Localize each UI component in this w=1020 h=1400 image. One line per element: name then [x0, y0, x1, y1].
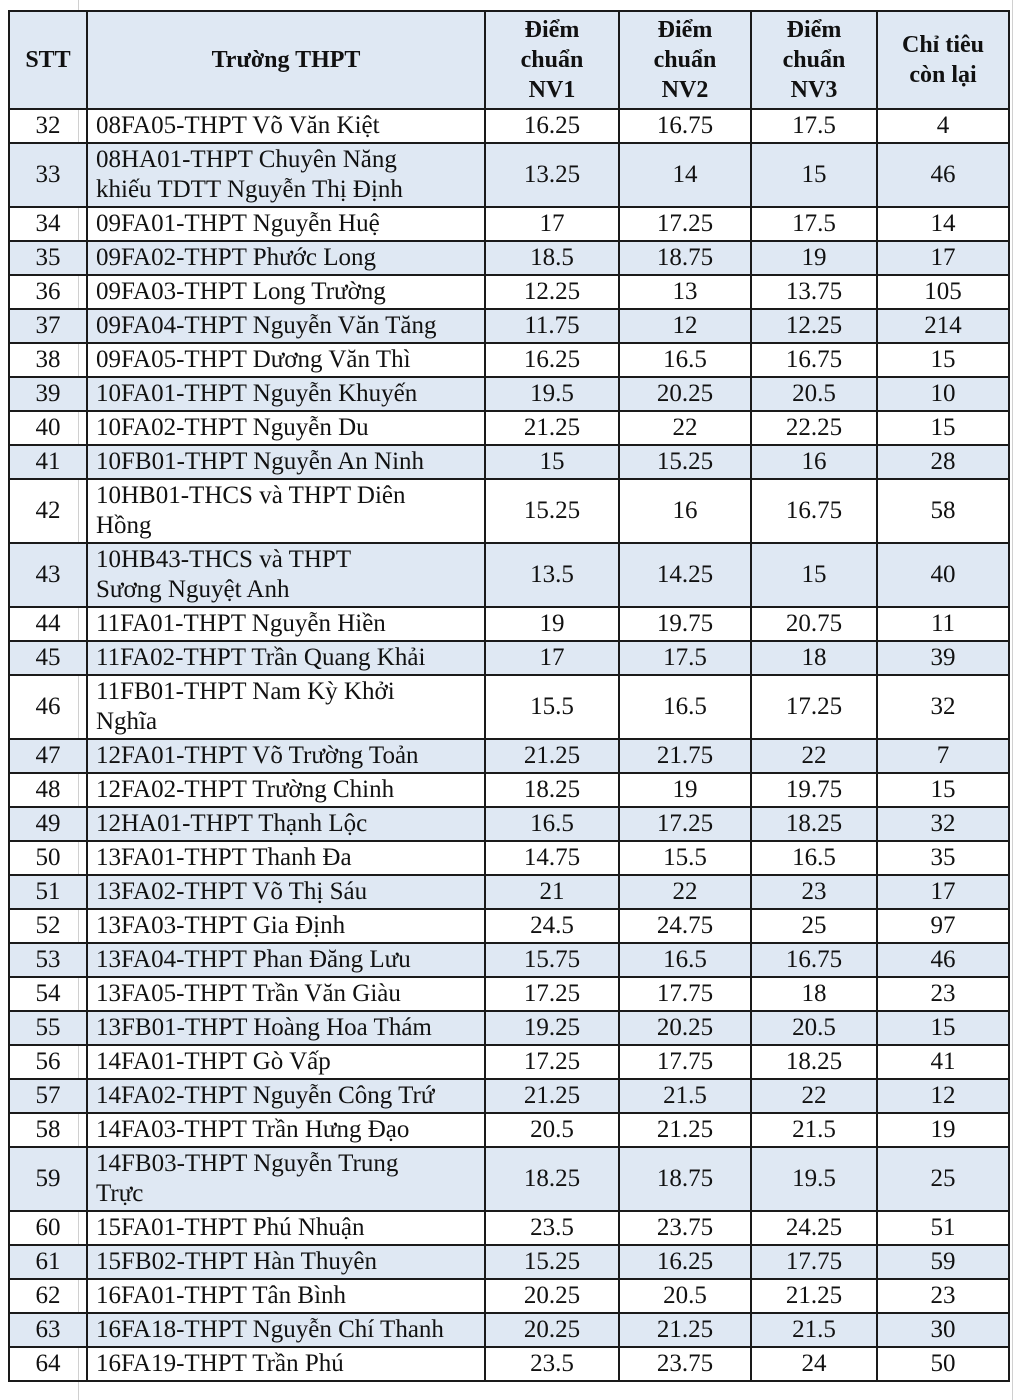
- cell-nv1-score: 17.25: [485, 977, 619, 1011]
- cell-nv2-score: 23.75: [619, 1211, 751, 1245]
- table-row: [9, 807, 1009, 841]
- cell-nv2-score: 22: [619, 411, 751, 445]
- cell-nv1-score: 12.25: [485, 275, 619, 309]
- cell-nv2-score: 21.25: [619, 1313, 751, 1347]
- cell-stt: 54: [9, 977, 87, 1011]
- cell-nv2-score: 15.25: [619, 445, 751, 479]
- cell-remaining-quota: 40: [877, 543, 1009, 607]
- cell-stt: 56: [9, 1045, 87, 1079]
- cell-nv3-score: 22: [751, 1079, 877, 1113]
- cell-nv2-score: 17.25: [619, 207, 751, 241]
- cell-nv2-score: 18.75: [619, 241, 751, 275]
- school-name-line: 13FB01-THPT Hoàng Hoa Thám: [96, 1014, 432, 1041]
- header-school: Trường THPT: [87, 11, 485, 109]
- cell-school-name: [87, 675, 485, 739]
- cell-school-name: [87, 1211, 485, 1245]
- cell-nv2-score: 17.25: [619, 807, 751, 841]
- cell-stt: 60: [9, 1211, 87, 1245]
- cell-nv3-score: 20.5: [751, 1011, 877, 1045]
- cell-school-name: [87, 309, 485, 343]
- cell-nv2-score: 12: [619, 309, 751, 343]
- school-name-line: 10HB01-THCS và THPT Diên: [96, 482, 406, 509]
- table-row: [9, 207, 1009, 241]
- cell-remaining-quota: 97: [877, 909, 1009, 943]
- table-row: [9, 875, 1009, 909]
- cell-nv1-score: 18.25: [485, 773, 619, 807]
- cell-school-name: [87, 773, 485, 807]
- cell-nv3-score: 15: [751, 543, 877, 607]
- cell-school-name: [87, 641, 485, 675]
- school-name-line: 10HB43-THCS và THPT: [96, 546, 352, 573]
- cell-stt: 34: [9, 207, 87, 241]
- cell-stt: 63: [9, 1313, 87, 1347]
- header-stt: STT: [9, 11, 87, 109]
- cell-remaining-quota: 46: [877, 143, 1009, 207]
- cell-stt: 46: [9, 675, 87, 739]
- cell-nv1-score: 21: [485, 875, 619, 909]
- cell-nv2-score: 18.75: [619, 1147, 751, 1211]
- school-name-line: Hồng: [96, 512, 152, 539]
- cell-stt: 47: [9, 739, 87, 773]
- school-name-line: 10FA02-THPT Nguyễn Du: [96, 414, 369, 441]
- cell-nv2-score: 19: [619, 773, 751, 807]
- table-row: [9, 977, 1009, 1011]
- cell-stt: 52: [9, 909, 87, 943]
- cell-nv3-score: 17.5: [751, 207, 877, 241]
- table-row: [9, 241, 1009, 275]
- cell-nv1-score: 15.25: [485, 479, 619, 543]
- cell-nv2-score: 21.25: [619, 1113, 751, 1147]
- cell-nv1-score: 21.25: [485, 1079, 619, 1113]
- cell-school-name: [87, 875, 485, 909]
- cell-stt: 64: [9, 1347, 87, 1381]
- cell-school-name: [87, 1279, 485, 1313]
- cell-school-name: [87, 275, 485, 309]
- cell-nv2-score: 14: [619, 143, 751, 207]
- header-remaining-quota: Chỉ tiêu còn lại: [877, 11, 1009, 109]
- cell-school-name: [87, 241, 485, 275]
- cell-remaining-quota: 11: [877, 607, 1009, 641]
- cell-school-name: [87, 1147, 485, 1211]
- cell-stt: 51: [9, 875, 87, 909]
- cell-remaining-quota: 25: [877, 1147, 1009, 1211]
- cell-school-name: [87, 977, 485, 1011]
- cell-nv2-score: 17.75: [619, 977, 751, 1011]
- cell-nv3-score: 16.75: [751, 479, 877, 543]
- table-row: [9, 1279, 1009, 1313]
- cell-nv1-score: 19: [485, 607, 619, 641]
- cell-nv2-score: 23.75: [619, 1347, 751, 1381]
- table-row: [9, 607, 1009, 641]
- cell-stt: 38: [9, 343, 87, 377]
- cell-nv1-score: 16.25: [485, 109, 619, 143]
- cell-stt: 42: [9, 479, 87, 543]
- cell-remaining-quota: 15: [877, 343, 1009, 377]
- table-row: [9, 909, 1009, 943]
- cell-stt: 32: [9, 109, 87, 143]
- cell-school-name: [87, 1011, 485, 1045]
- school-name-line: 08FA05-THPT Võ Văn Kiệt: [96, 112, 380, 139]
- cell-nv1-score: 15.75: [485, 943, 619, 977]
- cell-school-name: [87, 377, 485, 411]
- cell-nv3-score: 21.5: [751, 1313, 877, 1347]
- cell-school-name: [87, 479, 485, 543]
- cell-nv3-score: 16: [751, 445, 877, 479]
- cell-stt: 43: [9, 543, 87, 607]
- cell-nv2-score: 16.5: [619, 943, 751, 977]
- cell-nv3-score: 15: [751, 143, 877, 207]
- table-row: [9, 1045, 1009, 1079]
- cell-nv3-score: 22.25: [751, 411, 877, 445]
- cell-nv1-score: 15: [485, 445, 619, 479]
- cell-remaining-quota: 59: [877, 1245, 1009, 1279]
- cell-nv3-score: 17.25: [751, 675, 877, 739]
- table-row: [9, 309, 1009, 343]
- table-row: [9, 1347, 1009, 1381]
- cell-nv3-score: 17.5: [751, 109, 877, 143]
- cell-nv3-score: 16.75: [751, 943, 877, 977]
- cell-nv2-score: 24.75: [619, 909, 751, 943]
- cell-nv1-score: 17: [485, 641, 619, 675]
- school-name-line: 13FA03-THPT Gia Định: [96, 912, 346, 939]
- cell-nv1-score: 20.5: [485, 1113, 619, 1147]
- cell-nv2-score: 22: [619, 875, 751, 909]
- cell-nv3-score: 19.75: [751, 773, 877, 807]
- cell-nv3-score: 17.75: [751, 1245, 877, 1279]
- cell-nv2-score: 16: [619, 479, 751, 543]
- school-name-line: 11FA01-THPT Nguyễn Hiền: [96, 610, 386, 637]
- cell-nv1-score: 16.5: [485, 807, 619, 841]
- table-row: [9, 1313, 1009, 1347]
- cell-stt: 55: [9, 1011, 87, 1045]
- table-row: [9, 445, 1009, 479]
- school-name-line: 13FA02-THPT Võ Thị Sáu: [96, 878, 368, 905]
- cell-nv1-score: 18.5: [485, 241, 619, 275]
- cell-nv2-score: 16.75: [619, 109, 751, 143]
- table-header-row: [9, 11, 1009, 109]
- cell-school-name: [87, 1113, 485, 1147]
- cell-remaining-quota: 14: [877, 207, 1009, 241]
- cell-nv1-score: 24.5: [485, 909, 619, 943]
- cell-school-name: [87, 607, 485, 641]
- cell-nv1-score: 19.25: [485, 1011, 619, 1045]
- school-name-line: Sương Nguyệt Anh: [96, 576, 290, 603]
- table-row: [9, 773, 1009, 807]
- cell-nv1-score: 21.25: [485, 739, 619, 773]
- school-name-line: 12FA02-THPT Trường Chinh: [96, 776, 395, 803]
- cell-remaining-quota: 32: [877, 675, 1009, 739]
- cell-remaining-quota: 41: [877, 1045, 1009, 1079]
- table-row: [9, 675, 1009, 739]
- cell-school-name: [87, 1245, 485, 1279]
- cell-stt: 39: [9, 377, 87, 411]
- cell-nv3-score: 18.25: [751, 807, 877, 841]
- cell-school-name: [87, 1079, 485, 1113]
- school-name-line: 12FA01-THPT Võ Trường Toản: [96, 742, 419, 769]
- cell-nv3-score: 20.5: [751, 377, 877, 411]
- cell-nv2-score: 16.5: [619, 675, 751, 739]
- cell-remaining-quota: 30: [877, 1313, 1009, 1347]
- cell-nv2-score: 21.5: [619, 1079, 751, 1113]
- school-name-line: Nghĩa: [96, 708, 158, 735]
- cell-nv1-score: 13.25: [485, 143, 619, 207]
- cell-stt: 48: [9, 773, 87, 807]
- cell-remaining-quota: 10: [877, 377, 1009, 411]
- admission-score-table: [8, 10, 1010, 1382]
- cell-remaining-quota: 105: [877, 275, 1009, 309]
- cell-stt: 40: [9, 411, 87, 445]
- cell-school-name: [87, 207, 485, 241]
- cell-stt: 45: [9, 641, 87, 675]
- cell-school-name: [87, 841, 485, 875]
- cell-nv3-score: 24: [751, 1347, 877, 1381]
- school-name-line: 09FA04-THPT Nguyễn Văn Tăng: [96, 312, 437, 339]
- table-body: [9, 109, 1009, 1381]
- cell-remaining-quota: 15: [877, 1011, 1009, 1045]
- school-name-line: 09FA02-THPT Phước Long: [96, 244, 377, 271]
- cell-nv1-score: 20.25: [485, 1279, 619, 1313]
- cell-school-name: [87, 343, 485, 377]
- cell-school-name: [87, 1045, 485, 1079]
- cell-remaining-quota: 17: [877, 875, 1009, 909]
- school-name-line: 10FA01-THPT Nguyễn Khuyến: [96, 380, 418, 407]
- cell-remaining-quota: 214: [877, 309, 1009, 343]
- cell-stt: 50: [9, 841, 87, 875]
- cell-nv1-score: 14.75: [485, 841, 619, 875]
- table-row: [9, 143, 1009, 207]
- cell-nv2-score: 20.25: [619, 377, 751, 411]
- cell-stt: 35: [9, 241, 87, 275]
- cell-nv3-score: 21.25: [751, 1279, 877, 1313]
- school-name-line: 15FA01-THPT Phú Nhuận: [96, 1214, 365, 1241]
- cell-remaining-quota: 23: [877, 977, 1009, 1011]
- cell-nv1-score: 16.25: [485, 343, 619, 377]
- school-name-line: 09FA03-THPT Long Trường: [96, 278, 386, 305]
- table-row: [9, 109, 1009, 143]
- cell-nv2-score: 20.5: [619, 1279, 751, 1313]
- cell-remaining-quota: 39: [877, 641, 1009, 675]
- cell-school-name: [87, 411, 485, 445]
- cell-nv3-score: 19.5: [751, 1147, 877, 1211]
- school-name-line: 11FA02-THPT Trần Quang Khải: [96, 644, 426, 671]
- school-name-line: 14FB03-THPT Nguyễn Trung: [96, 1150, 399, 1177]
- cell-remaining-quota: 23: [877, 1279, 1009, 1313]
- table-row: [9, 1079, 1009, 1113]
- table-row: [9, 377, 1009, 411]
- header-nv3: Điểm chuẩn NV3: [751, 11, 877, 109]
- school-name-line: 12HA01-THPT Thạnh Lộc: [96, 810, 368, 837]
- cell-stt: 44: [9, 607, 87, 641]
- school-name-line: 11FB01-THPT Nam Kỳ Khởi: [96, 678, 395, 705]
- cell-remaining-quota: 7: [877, 739, 1009, 773]
- header-nv2: Điểm chuẩn NV2: [619, 11, 751, 109]
- table-row: [9, 343, 1009, 377]
- table-row: [9, 1011, 1009, 1045]
- cell-nv1-score: 15.5: [485, 675, 619, 739]
- school-name-line: 09FA05-THPT Dương Văn Thì: [96, 346, 411, 373]
- cell-school-name: [87, 909, 485, 943]
- school-name-line: 16FA18-THPT Nguyễn Chí Thanh: [96, 1316, 444, 1343]
- cell-stt: 59: [9, 1147, 87, 1211]
- school-name-line: 14FA01-THPT Gò Vấp: [96, 1048, 331, 1075]
- school-name-line: 09FA01-THPT Nguyễn Huệ: [96, 210, 380, 237]
- table-row: [9, 841, 1009, 875]
- school-name-line: 14FA03-THPT Trần Hưng Đạo: [96, 1116, 410, 1143]
- cell-nv3-score: 23: [751, 875, 877, 909]
- school-name-line: khiếu TDTT Nguyễn Thị Định: [96, 176, 403, 203]
- cell-remaining-quota: 46: [877, 943, 1009, 977]
- cell-school-name: [87, 739, 485, 773]
- cell-nv1-score: 20.25: [485, 1313, 619, 1347]
- cell-nv1-score: 18.25: [485, 1147, 619, 1211]
- table-row: [9, 1211, 1009, 1245]
- table-row: [9, 275, 1009, 309]
- cell-nv3-score: 18.25: [751, 1045, 877, 1079]
- table-row: [9, 943, 1009, 977]
- cell-nv2-score: 14.25: [619, 543, 751, 607]
- cell-school-name: [87, 1313, 485, 1347]
- table-row: [9, 411, 1009, 445]
- cell-nv1-score: 15.25: [485, 1245, 619, 1279]
- cell-nv3-score: 13.75: [751, 275, 877, 309]
- school-name-line: 15FB02-THPT Hàn Thuyên: [96, 1248, 378, 1275]
- cell-nv3-score: 22: [751, 739, 877, 773]
- cell-nv2-score: 19.75: [619, 607, 751, 641]
- table-row: [9, 1147, 1009, 1211]
- cell-remaining-quota: 50: [877, 1347, 1009, 1381]
- cell-stt: 62: [9, 1279, 87, 1313]
- cell-nv1-score: 19.5: [485, 377, 619, 411]
- cell-remaining-quota: 28: [877, 445, 1009, 479]
- cell-nv1-score: 21.25: [485, 411, 619, 445]
- school-name-line: Trực: [96, 1180, 144, 1207]
- cell-nv2-score: 13: [619, 275, 751, 309]
- cell-nv2-score: 16.25: [619, 1245, 751, 1279]
- cell-nv2-score: 17.75: [619, 1045, 751, 1079]
- cell-remaining-quota: 19: [877, 1113, 1009, 1147]
- cell-stt: 37: [9, 309, 87, 343]
- table-row: [9, 1245, 1009, 1279]
- school-name-line: 10FB01-THPT Nguyễn An Ninh: [96, 448, 425, 475]
- cell-nv3-score: 16.75: [751, 343, 877, 377]
- cell-nv2-score: 21.75: [619, 739, 751, 773]
- school-name-line: 16FA19-THPT Trần Phú: [96, 1350, 344, 1377]
- cell-school-name: [87, 543, 485, 607]
- header-nv1: Điểm chuẩn NV1: [485, 11, 619, 109]
- cell-nv3-score: 18: [751, 641, 877, 675]
- cell-school-name: [87, 109, 485, 143]
- cell-nv1-score: 17: [485, 207, 619, 241]
- cell-nv2-score: 15.5: [619, 841, 751, 875]
- cell-remaining-quota: 51: [877, 1211, 1009, 1245]
- cell-remaining-quota: 15: [877, 411, 1009, 445]
- cell-nv3-score: 16.5: [751, 841, 877, 875]
- cell-nv1-score: 11.75: [485, 309, 619, 343]
- cell-nv3-score: 19: [751, 241, 877, 275]
- cell-school-name: [87, 1347, 485, 1381]
- cell-nv2-score: 17.5: [619, 641, 751, 675]
- cell-remaining-quota: 32: [877, 807, 1009, 841]
- table-row: [9, 1113, 1009, 1147]
- cell-school-name: [87, 143, 485, 207]
- cell-school-name: [87, 807, 485, 841]
- cell-nv3-score: 20.75: [751, 607, 877, 641]
- cell-school-name: [87, 943, 485, 977]
- cell-stt: 61: [9, 1245, 87, 1279]
- school-name-line: 13FA04-THPT Phan Đăng Lưu: [96, 946, 411, 973]
- cell-nv1-score: 23.5: [485, 1347, 619, 1381]
- cell-nv3-score: 21.5: [751, 1113, 877, 1147]
- school-name-line: 14FA02-THPT Nguyễn Công Trứ: [96, 1082, 435, 1109]
- cell-nv1-score: 13.5: [485, 543, 619, 607]
- school-name-line: 13FA05-THPT Trần Văn Giàu: [96, 980, 401, 1007]
- cell-stt: 36: [9, 275, 87, 309]
- table-row: [9, 479, 1009, 543]
- cell-nv1-score: 17.25: [485, 1045, 619, 1079]
- table-row: [9, 543, 1009, 607]
- page-margin-line: [1012, 0, 1013, 1400]
- school-name-line: 13FA01-THPT Thanh Đa: [96, 844, 352, 871]
- cell-school-name: [87, 445, 485, 479]
- cell-remaining-quota: 15: [877, 773, 1009, 807]
- table-row: [9, 641, 1009, 675]
- cell-stt: 33: [9, 143, 87, 207]
- cell-stt: 57: [9, 1079, 87, 1113]
- school-name-line: 16FA01-THPT Tân Bình: [96, 1282, 347, 1309]
- cell-nv3-score: 12.25: [751, 309, 877, 343]
- cell-nv2-score: 20.25: [619, 1011, 751, 1045]
- cell-stt: 58: [9, 1113, 87, 1147]
- cell-remaining-quota: 17: [877, 241, 1009, 275]
- cell-stt: 49: [9, 807, 87, 841]
- table-row: [9, 739, 1009, 773]
- cell-nv3-score: 25: [751, 909, 877, 943]
- cell-nv3-score: 24.25: [751, 1211, 877, 1245]
- cell-stt: 41: [9, 445, 87, 479]
- school-name-line: 08HA01-THPT Chuyên Năng: [96, 146, 397, 173]
- cell-remaining-quota: 12: [877, 1079, 1009, 1113]
- cell-nv3-score: 18: [751, 977, 877, 1011]
- cell-stt: 53: [9, 943, 87, 977]
- cell-remaining-quota: 58: [877, 479, 1009, 543]
- cell-nv1-score: 23.5: [485, 1211, 619, 1245]
- cell-nv2-score: 16.5: [619, 343, 751, 377]
- cell-remaining-quota: 35: [877, 841, 1009, 875]
- cell-remaining-quota: 4: [877, 109, 1009, 143]
